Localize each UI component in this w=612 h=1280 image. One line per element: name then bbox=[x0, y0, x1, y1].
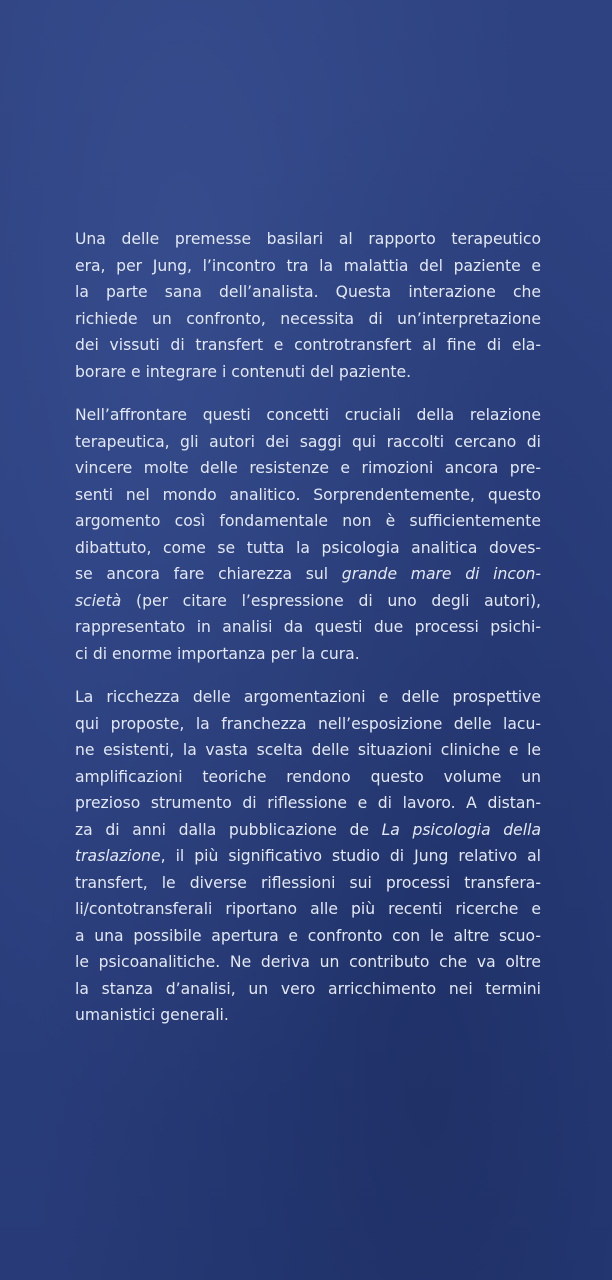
italic-phrase: scietà bbox=[75, 591, 122, 610]
text-line: richiede un confronto, necessita di un’interpretazione bbox=[75, 309, 541, 328]
text-line: Una delle premesse basilari al rapporto terapeutico bbox=[75, 230, 541, 248]
italic-phrase: La psicologia della bbox=[381, 820, 541, 839]
text-line: a una possibile apertura e confronto con le altre scuo- bbox=[75, 926, 541, 945]
text-line: la parte sana dell’analista. Questa interazione che bbox=[75, 283, 541, 301]
text-line: dei vissuti di transfert e controtransfert al fine di ela- bbox=[75, 336, 541, 354]
text-line: borare e integrare i contenuti del paziente. bbox=[75, 362, 412, 381]
italic-phrase: grande mare di incon- bbox=[341, 565, 541, 583]
text-line: ci di enorme importanza per la cura. bbox=[75, 644, 360, 663]
blurb-paragraph-1 bbox=[75, 226, 541, 385]
text-line: ne esistenti, la vasta scelta delle situazioni cliniche e le bbox=[75, 741, 541, 759]
text-line: le psicoanalitiche. Ne deriva un contributo che va oltre bbox=[75, 953, 541, 971]
blurb-paragraph-2 bbox=[75, 402, 541, 667]
text-line: prezioso strumento di riflessione e di lavoro. A distan- bbox=[75, 794, 541, 812]
text-line: dibattuto, come se tutta la psicologia analitica doves- bbox=[75, 538, 541, 557]
text-line: umanistici generali. bbox=[75, 1006, 229, 1024]
text-line: Nell’affrontare questi concetti cruciali della relazione bbox=[75, 406, 541, 424]
text-line: amplificazioni teoriche rendono questo volume un bbox=[75, 767, 541, 786]
text-line: rappresentato in analisi da questi due processi psichi- bbox=[75, 618, 541, 636]
text-line: li/contotransferali riportano alle più recenti ricerche e bbox=[75, 900, 541, 918]
text-line: La ricchezza delle argomentazioni e delle prospettive bbox=[75, 688, 541, 706]
text-line: qui proposte, la franchezza nell’esposizione delle lacu- bbox=[75, 714, 541, 733]
text-line: vincere molte delle resistenze e rimozioni ancora pre- bbox=[75, 459, 541, 477]
text-line: se ancora fare chiarezza sul grande mare di incon- bbox=[75, 565, 541, 583]
text-line: argomento così fondamentale non è sufficientemente bbox=[75, 512, 541, 530]
blurb-text bbox=[75, 226, 541, 1046]
text-line: era, per Jung, l’incontro tra la malattia del paziente e bbox=[75, 256, 541, 275]
text-line: terapeutica, gli autori dei saggi qui raccolti cercano di bbox=[75, 432, 541, 451]
blurb-paragraph-3 bbox=[75, 684, 541, 1029]
text-line: scietà (per citare l’espressione di uno degli autori), bbox=[75, 591, 541, 610]
text-line: za di anni dalla pubblicazione de La psicologia della bbox=[75, 820, 541, 839]
text-line: transfert, le diverse riflessioni sui processi transfera- bbox=[75, 873, 541, 892]
italic-phrase: traslazione bbox=[75, 847, 161, 865]
text-line: traslazione, il più significativo studio di Jung relativo al bbox=[75, 847, 541, 865]
text-line: la stanza d’analisi, un vero arricchimento nei termini bbox=[75, 979, 541, 998]
text-line: senti nel mondo analitico. Sorprendentemente, questo bbox=[75, 485, 541, 504]
